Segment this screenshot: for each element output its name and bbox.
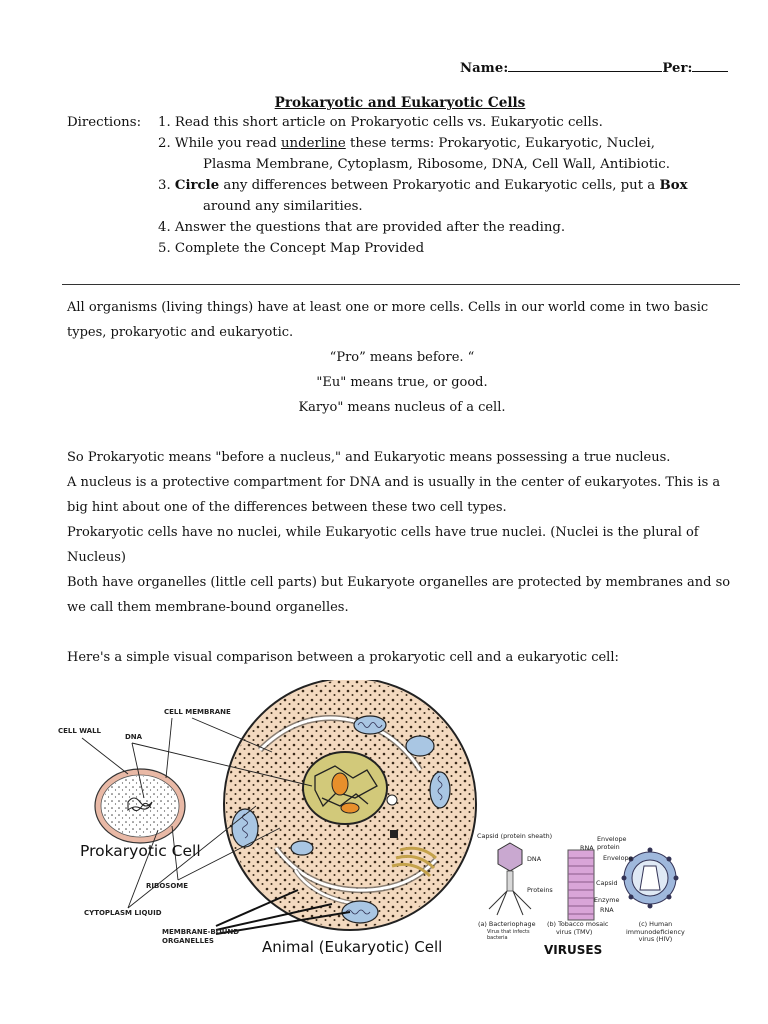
definition-eu: "Eu" means true, or good. xyxy=(316,375,488,390)
label-cell-wall: CELL WALL xyxy=(58,727,102,735)
paragraph-comparison: Here's a simple visual comparison between a prokaryotic cell and a eukaryotic cell: xyxy=(67,650,619,665)
eukaryotic-cell-title: Animal (Eukaryotic) Cell xyxy=(262,938,443,956)
paragraph-meaning: So Prokaryotic means "before a nucleus," and Eukaryotic means possessing a true nucleus. xyxy=(67,450,671,465)
virus-label-envelope-protein-2: protein xyxy=(597,843,620,851)
name-blank[interactable] xyxy=(508,60,662,72)
definition-karyo: Karyo" means nucleus of a cell. xyxy=(298,400,506,415)
directions-label: Directions: xyxy=(67,115,142,130)
step-text: these terms: Prokaryotic, Eukaryotic, Nuclei, xyxy=(345,136,655,151)
direction-step-5 xyxy=(158,238,424,259)
bacteriophage-sub-1: Virus that infects xyxy=(487,928,530,935)
step-number: 2. xyxy=(158,136,171,151)
tmv-label-2: virus (TMV) xyxy=(556,927,593,936)
underline-word: underline xyxy=(280,136,346,151)
label-cytoplasm: CYTOPLASM LIQUID xyxy=(84,909,162,917)
tmv-label-1: (b) Tobacco mosaic xyxy=(547,920,609,928)
direction-step-3-cont: around any similarities. xyxy=(203,199,363,214)
step-number: 1. xyxy=(158,115,171,130)
virus-label-capsid: Capsid xyxy=(596,879,618,887)
viruses-title: VIRUSES xyxy=(544,943,603,957)
direction-step-2-cont: Plasma Membrane, Cytoplasm, Ribosome, DNA, Cell Wall, Antibiotic. xyxy=(203,157,670,172)
per-label: Per: xyxy=(662,61,693,76)
bold-box: Box xyxy=(659,178,688,193)
virus-label-rna: RNA xyxy=(600,906,614,914)
step-text: Complete the Concept Map Provided xyxy=(174,241,425,256)
hiv-label-3: virus (HIV) xyxy=(638,935,673,943)
spacer xyxy=(67,620,737,645)
label-membrane-bound-2: ORGANELLES xyxy=(162,937,214,945)
virus-label-hiv xyxy=(626,921,685,944)
paragraph-nuclei: Prokaryotic cells have no nuclei, while Eukaryotic cells have true nuclei. (Nuclei is the plural of Nucleus) xyxy=(67,525,699,565)
virus-label-envelope-protein-1: Envelope xyxy=(597,835,627,843)
virus-label-proteins: Proteins xyxy=(527,886,553,894)
name-label: Name: xyxy=(460,61,509,76)
bacteriophage-sub-2: bacteria xyxy=(487,934,508,941)
worksheet-title: Prokaryotic and Eukaryotic Cells xyxy=(274,95,526,111)
step-number: 3. xyxy=(158,178,171,193)
paragraph-intro: All organisms (living things) have at least one or more cells. Cells in our world come in two basic types, prokaryotic and eukaryotic. xyxy=(67,300,709,340)
per-blank[interactable] xyxy=(692,60,728,72)
paragraph-organelles: Both have organelles (little cell parts) but Eukaryote organelles are protected by membranes and so we call them membrane-bound organelles. xyxy=(67,575,731,615)
bacteriophage-label: (a) Bacteriophage xyxy=(478,920,536,928)
label-membrane-bound-1: MEMBRANE-BOUND xyxy=(162,928,240,936)
article-body xyxy=(67,295,737,670)
section-divider xyxy=(62,284,740,285)
virus-label-dna: DNA xyxy=(527,855,542,863)
step-text: Answer the questions that are provided after the reading. xyxy=(174,220,566,235)
label-cell-membrane: CELL MEMBRANE xyxy=(164,708,231,716)
step-text: Read this short article on Prokaryotic cells vs. Eukaryotic cells. xyxy=(174,115,603,130)
label-ribosome: RIBOSOME xyxy=(146,882,189,890)
bold-circle: Circle xyxy=(174,178,220,193)
paragraph-nucleus: A nucleus is a protective compartment for DNA and is usually in the center of eukaryotes. This is a big hint about one of the differences between these two cell types. xyxy=(67,475,721,515)
virus-label-rna-top: RNA xyxy=(580,844,594,852)
spacer xyxy=(67,420,737,445)
eukaryotic-cell-drawing xyxy=(224,680,476,930)
virus-label-capsid-sheath: Capsid (protein sheath) xyxy=(477,832,553,840)
step-text: While you read xyxy=(174,136,281,151)
step-number: 4. xyxy=(158,220,171,235)
step-number: 5. xyxy=(158,241,171,256)
virus-label-bacteriophage xyxy=(478,921,536,941)
name-per-header xyxy=(460,60,728,76)
prokaryotic-cell-title: Prokaryotic Cell xyxy=(80,842,201,860)
viruses-drawing xyxy=(489,843,679,920)
direction-step-2 xyxy=(158,133,655,154)
direction-step-4 xyxy=(158,217,565,238)
direction-step-1 xyxy=(158,112,603,133)
virus-label-envelope: Envelope xyxy=(603,854,633,862)
virus-label-enzyme: Enzyme xyxy=(594,896,620,904)
step-text: any differences between Prokaryotic and Eukaryotic cells, put a xyxy=(219,178,660,193)
label-dna: DNA xyxy=(125,733,143,741)
virus-label-tmv xyxy=(547,921,608,936)
hiv-label-2: immunodeficiency xyxy=(626,927,685,936)
hiv-label-1: (c) Human xyxy=(638,920,673,928)
direction-step-3 xyxy=(158,175,688,196)
definition-pro: “Pro” means before. “ xyxy=(329,350,475,365)
